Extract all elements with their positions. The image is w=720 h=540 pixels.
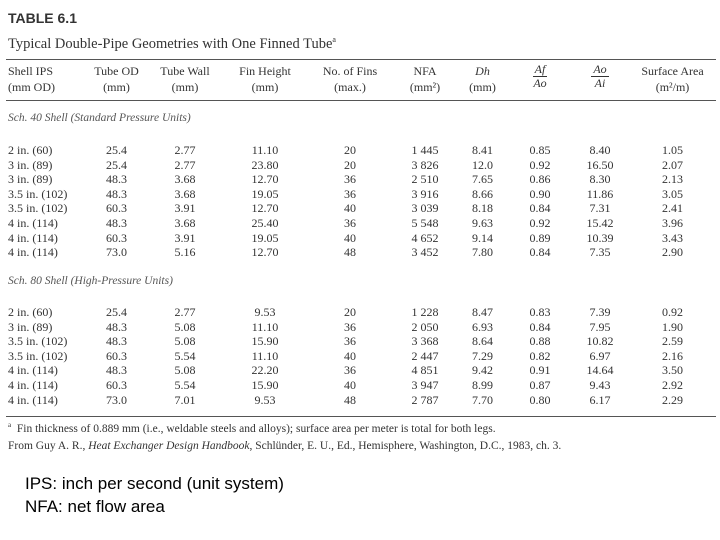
cell-nfa: 2 050	[411, 319, 439, 334]
table-row	[8, 320, 715, 335]
table-row	[8, 393, 715, 408]
cell-af-ao: 0.87	[529, 378, 551, 392]
cell-dh: 9.14	[472, 230, 493, 245]
cell-ao-ai: 9.43	[589, 378, 611, 392]
cell-nfa: 2 447	[411, 348, 439, 363]
cell-tube-wall: 3.91	[174, 230, 196, 245]
cell-shell-ips: 3.5 in. (102)	[8, 186, 68, 201]
table-row	[8, 158, 715, 173]
cell-tube-wall: 5.54	[174, 348, 196, 363]
cell-shell-ips: 3 in. (89)	[8, 172, 53, 187]
cell-no-of-fins: 40	[344, 378, 356, 392]
cell-no-of-fins: 36	[344, 334, 356, 349]
cell-shell-ips: 2 in. (60)	[8, 143, 53, 157]
table-row	[8, 363, 715, 378]
header-surface-area: Surface Area (m²/m)	[641, 64, 704, 94]
cell-tube-od: 48.3	[106, 319, 127, 334]
cell-ao-ai: 8.40	[589, 143, 611, 157]
cell-af-ao: 0.84	[529, 319, 551, 334]
cell-fin-height: 9.53	[254, 392, 276, 407]
cell-tube-wall: 2.77	[174, 143, 196, 157]
header-shell-ips: Shell IPS (mm OD)	[8, 64, 55, 94]
cell-tube-od: 48.3	[106, 334, 127, 349]
cell-shell-ips: 4 in. (114)	[8, 363, 58, 378]
cell-af-ao: 0.85	[529, 143, 551, 157]
cell-dh: 6.93	[472, 319, 493, 334]
cell-af-ao: 0.88	[529, 334, 551, 349]
table-row	[8, 187, 715, 202]
cell-tube-od: 60.3	[106, 348, 127, 363]
header-fin-height: Fin Height (mm)	[239, 64, 291, 94]
table-row	[8, 305, 715, 320]
cell-tube-wall: 5.08	[174, 363, 196, 378]
cell-dh: 7.29	[472, 348, 493, 363]
cell-tube-od: 48.3	[106, 363, 127, 378]
cell-ao-ai: 7.31	[589, 201, 611, 216]
cell-nfa: 1 445	[411, 143, 439, 157]
cell-ao-ai: 16.50	[586, 157, 614, 172]
cell-tube-wall: 7.01	[174, 392, 196, 407]
source-citation: From Guy A. R., Heat Exchanger Design Handbook, Schlünder, E. U., Ed., Hemisphere, Washington, D.C., 1983, ch. 3.	[8, 440, 562, 452]
cell-shell-ips: 4 in. (114)	[8, 245, 58, 260]
cell-surface-area: 2.41	[662, 201, 683, 216]
table-row	[8, 245, 715, 260]
cell-no-of-fins: 20	[344, 157, 356, 172]
cell-no-of-fins: 20	[344, 143, 356, 157]
cell-nfa: 4 851	[411, 363, 439, 378]
cell-shell-ips: 3.5 in. (102)	[8, 201, 68, 216]
table-row	[8, 216, 715, 231]
cell-surface-area: 2.13	[662, 172, 683, 187]
cell-no-of-fins: 20	[344, 305, 356, 319]
cell-fin-height: 11.10	[251, 348, 279, 363]
cell-fin-height: 11.10	[251, 319, 279, 334]
cell-no-of-fins: 36	[344, 172, 356, 187]
cell-tube-od: 60.3	[106, 230, 127, 245]
cell-fin-height: 12.70	[251, 245, 279, 260]
cell-dh: 9.63	[472, 216, 493, 230]
cell-surface-area: 2.16	[662, 348, 683, 363]
cell-tube-od: 60.3	[106, 201, 127, 216]
cell-surface-area: 3.43	[662, 230, 683, 245]
cell-shell-ips: 3.5 in. (102)	[8, 348, 68, 363]
header-tube-wall: Tube Wall (mm)	[160, 64, 210, 94]
cell-surface-area: 3.50	[662, 363, 683, 378]
cell-ao-ai: 7.39	[589, 305, 611, 319]
cell-no-of-fins: 40	[344, 230, 356, 245]
cell-shell-ips: 3 in. (89)	[8, 157, 53, 172]
bottom-rule	[6, 416, 716, 417]
cell-af-ao: 0.92	[529, 216, 551, 230]
cell-dh: 8.64	[472, 334, 493, 349]
cell-dh: 9.42	[472, 363, 493, 378]
cell-tube-wall: 5.08	[174, 319, 196, 334]
cell-ao-ai: 10.82	[586, 334, 614, 349]
cell-af-ao: 0.80	[529, 392, 551, 407]
cell-nfa: 3 368	[411, 334, 439, 349]
cell-tube-od: 73.0	[106, 245, 127, 260]
cell-nfa: 2 510	[411, 172, 439, 187]
cell-ao-ai: 6.17	[589, 392, 611, 407]
cell-af-ao: 0.86	[529, 172, 551, 187]
cell-dh: 8.99	[472, 378, 493, 392]
header-tube-od: Tube OD (mm)	[94, 64, 139, 94]
cell-no-of-fins: 36	[344, 319, 356, 334]
cell-tube-wall: 5.16	[174, 245, 196, 260]
cell-nfa: 2 787	[411, 392, 439, 407]
cell-tube-od: 25.4	[106, 305, 127, 319]
cell-surface-area: 2.59	[662, 334, 683, 349]
cell-tube-wall: 3.68	[174, 172, 196, 187]
cell-shell-ips: 3.5 in. (102)	[8, 334, 68, 349]
cell-fin-height: 15.90	[251, 378, 279, 392]
cell-tube-od: 25.4	[106, 157, 127, 172]
cell-surface-area: 2.92	[662, 378, 683, 392]
cell-fin-height: 15.90	[251, 334, 279, 349]
cell-af-ao: 0.83	[529, 305, 551, 319]
header-dh: Dh (mm)	[469, 64, 496, 94]
cell-dh: 8.18	[472, 201, 493, 216]
cell-tube-wall: 2.77	[174, 305, 196, 319]
header-ao-ai: $\frac{Ao}{Ai}$	[593, 62, 607, 90]
cell-ao-ai: 7.35	[589, 245, 611, 260]
cell-ao-ai: 6.97	[589, 348, 611, 363]
cell-af-ao: 0.84	[529, 245, 551, 260]
cell-no-of-fins: 40	[344, 348, 356, 363]
cell-fin-height: 19.05	[251, 230, 279, 245]
cell-nfa: 5 548	[411, 216, 439, 230]
cell-no-of-fins: 36	[344, 216, 356, 230]
cell-surface-area: 1.05	[662, 143, 683, 157]
section-label-sch40: Sch. 40 Shell (Standard Pressure Units)	[8, 112, 191, 124]
cell-surface-area: 3.05	[662, 186, 683, 201]
header-af-ao: $\frac{Af}{Ao}$	[533, 62, 547, 90]
cell-fin-height: 9.53	[254, 305, 276, 319]
cell-tube-wall: 3.68	[174, 216, 196, 230]
cell-ao-ai: 10.39	[586, 230, 614, 245]
cell-nfa: 3 947	[411, 378, 439, 392]
cell-dh: 8.41	[472, 143, 493, 157]
header-no-of-fins: No. of Fins (max.)	[322, 64, 378, 94]
table-row	[8, 349, 715, 364]
cell-surface-area: 2.29	[662, 392, 683, 407]
cell-dh: 8.47	[472, 305, 493, 319]
cell-shell-ips: 2 in. (60)	[8, 305, 53, 319]
cell-af-ao: 0.90	[529, 186, 551, 201]
cell-nfa: 3 826	[411, 157, 439, 172]
cell-surface-area: 2.90	[662, 245, 683, 260]
table-row	[8, 334, 715, 349]
cell-fin-height: 25.40	[251, 216, 279, 230]
cell-tube-od: 60.3	[106, 378, 127, 392]
cell-af-ao: 0.84	[529, 201, 551, 216]
cell-no-of-fins: 48	[344, 245, 356, 260]
cell-surface-area: 0.92	[662, 305, 683, 319]
cell-tube-wall: 3.91	[174, 201, 196, 216]
cell-dh: 7.70	[472, 392, 493, 407]
top-rule	[6, 59, 716, 60]
cell-nfa: 1 228	[411, 305, 439, 319]
cell-tube-wall: 5.54	[174, 378, 196, 392]
cell-fin-height: 12.70	[251, 201, 279, 216]
cell-dh: 8.66	[472, 186, 493, 201]
footnote: $^a$ Fin thickness of 0.889 mm (i.e., weldable steels and alloys); surface area per meter is total for both legs.	[8, 421, 496, 435]
cell-shell-ips: 4 in. (114)	[8, 216, 58, 230]
cell-no-of-fins: 40	[344, 201, 356, 216]
cell-shell-ips: 4 in. (114)	[8, 378, 58, 392]
cell-surface-area: 1.90	[662, 319, 683, 334]
cell-ao-ai: 8.30	[589, 172, 611, 187]
table-row	[8, 143, 715, 158]
cell-surface-area: 3.96	[662, 216, 683, 230]
cell-af-ao: 0.91	[529, 363, 551, 378]
cell-shell-ips: 3 in. (89)	[8, 319, 53, 334]
cell-tube-wall: 2.77	[174, 157, 196, 172]
cell-shell-ips: 4 in. (114)	[8, 392, 58, 407]
cell-tube-od: 48.3	[106, 172, 127, 187]
cell-ao-ai: 11.86	[586, 186, 614, 201]
subtitle-footnote-mark: a	[332, 35, 336, 44]
cell-fin-height: 19.05	[251, 186, 279, 201]
table-subtitle	[8, 35, 336, 53]
subtitle-text: Typical Double-Pipe Geometries with One Finned Tube	[8, 35, 333, 52]
cell-tube-od: 25.4	[106, 143, 127, 157]
cell-nfa: 4 652	[411, 230, 439, 245]
cell-tube-od: 73.0	[106, 392, 127, 407]
cell-dh: 12.0	[472, 157, 493, 172]
cell-dh: 7.65	[472, 172, 493, 187]
cell-fin-height: 23.80	[251, 157, 279, 172]
table-row	[8, 201, 715, 216]
header-rule	[6, 100, 716, 101]
cell-tube-wall: 5.08	[174, 334, 196, 349]
cell-no-of-fins: 36	[344, 363, 356, 378]
cell-no-of-fins: 48	[344, 392, 356, 407]
cell-surface-area: 2.07	[662, 157, 683, 172]
cell-nfa: 3 916	[411, 186, 439, 201]
cell-shell-ips: 4 in. (114)	[8, 230, 58, 245]
cell-tube-od: 48.3	[106, 186, 127, 201]
table-row	[8, 231, 715, 246]
cell-ao-ai: 14.64	[586, 363, 614, 378]
note-nfa: NFA: net flow area	[25, 497, 165, 516]
section-label-sch80: Sch. 80 Shell (High-Pressure Units)	[8, 275, 173, 287]
cell-tube-wall: 3.68	[174, 186, 196, 201]
table-header	[8, 63, 715, 95]
cell-tube-od: 48.3	[106, 216, 127, 230]
cell-nfa: 3 452	[411, 245, 439, 260]
cell-fin-height: 22.20	[251, 363, 279, 378]
table-row	[8, 378, 715, 393]
cell-no-of-fins: 36	[344, 186, 356, 201]
cell-fin-height: 11.10	[251, 143, 279, 157]
cell-af-ao: 0.82	[529, 348, 551, 363]
cell-af-ao: 0.89	[529, 230, 551, 245]
note-ips: IPS: inch per second (unit system)	[25, 474, 284, 493]
cell-ao-ai: 15.42	[586, 216, 614, 230]
table-title: TABLE 6.1	[8, 10, 77, 26]
header-nfa: NFA (mm²)	[409, 64, 441, 94]
cell-dh: 7.80	[472, 245, 493, 260]
cell-ao-ai: 7.95	[589, 319, 611, 334]
cell-af-ao: 0.92	[529, 157, 551, 172]
cell-nfa: 3 039	[411, 201, 439, 216]
table-row	[8, 172, 715, 187]
cell-fin-height: 12.70	[251, 172, 279, 187]
